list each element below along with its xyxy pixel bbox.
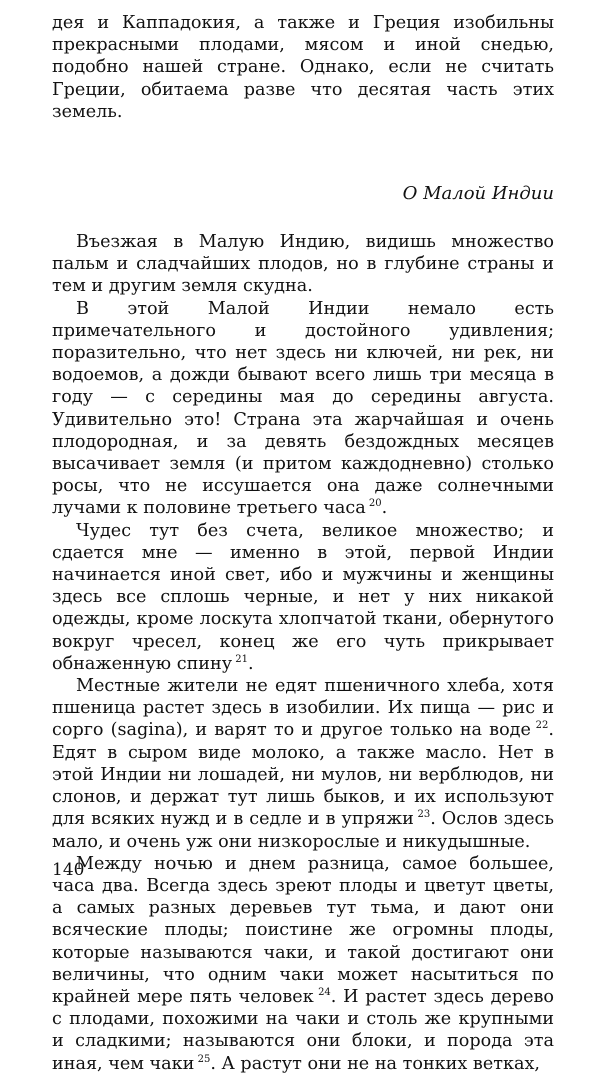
paragraph-text: . — [248, 653, 254, 674]
footnote-ref: 20 — [368, 498, 382, 510]
paragraph — [52, 231, 554, 298]
paragraph-text: . Ослов здесь мало, и очень уж они низкорослые и никудышные. — [52, 809, 554, 852]
footnote-ref: 22 — [535, 720, 549, 732]
page-text-block — [52, 12, 554, 1075]
section-heading: О Малой Индии — [402, 183, 554, 205]
page-number: 140 — [52, 860, 85, 880]
paragraph-text: . Едят в сыром виде молоко, а также масло. Нет в этой Индии ни лошадей, ни мулов, ни верблюдов, ни слонов, и держат тут лишь быков, и их используют для всяких нужд и в седле и в упряжи — [52, 720, 554, 830]
paragraph-text: В этой Малой Индии немало есть примечательного и достойного удивления; поразительно, что нет здесь ни ключей, ни рек, ни водоемов, а дожди бывают всего лишь три месяца в году — с середины мая до середины августа. Удивительно это! Страна эта жарчайшая и очень плодородная, и за девять бездождных месяцев высачивает земля (и притом каждодневно) столько росы, что не иссушается она даже солнечными лучами к половине третьего часа — [52, 298, 554, 519]
paragraph-text: . — [381, 498, 388, 519]
paragraph-text: Местные жители не едят пшеничного хлеба, хотя пшеница растет здесь в изобилии. Их пища — рис и сорго (sagina), и варят то и другое только на воде — [52, 676, 554, 741]
paragraph — [52, 298, 554, 520]
footnote-ref: 25 — [197, 1053, 211, 1065]
footnote-ref: 24 — [318, 986, 331, 998]
paragraph-text: Чудес тут без счета, великое множество; и сдается мне — именно в этой, первой Индии начинается иной свет, ибо и мужчины и женщины здесь все сплошь черные, и нет у них никакой одежды, кроме лоскута хлопчатой ткани, обернутого вокруг чресел, конец же его чуть прикрывает обнаженную спину — [52, 520, 554, 674]
paragraph-text: Между ночью и днем разница, самое большее, часа два. Всегда здесь зреют плоды и цветут цветы, а самых разных деревьев тут тьма, и дают они всяческие плоды; поистине же огромны плоды, которые называются чаки, и такой достигают они величины, что одним чаки может насытиться по крайней мере пять человек — [52, 853, 554, 1007]
paragraph-text: . А растут они не на тонких ветках, — [210, 1053, 540, 1074]
paragraph — [52, 853, 554, 1075]
paragraph — [52, 675, 554, 853]
paragraph-text: Въезжая в Малую Индию, видишь множество пальм и сладчайших плодов, но в глубине страны и тем и другим земля скудна. — [52, 232, 554, 297]
paragraph-text: . И растет здесь дерево с плодами, похожими на чаки и столь же крупными и сладкими; называются они блоки, и порода эта иная, чем чаки — [52, 986, 554, 1074]
footnote-ref: 23 — [417, 809, 431, 821]
paragraph-continuation: дея и Каппадокия, а также и Греция изобильны прекрасными плодами, мясом и иной снедью, подобно нашей стране. Однако, если не считать Греции, обитаема разве что десятая часть этих земель. — [52, 13, 554, 122]
footnote-ref: 21 — [235, 653, 249, 665]
paragraph — [52, 520, 554, 675]
